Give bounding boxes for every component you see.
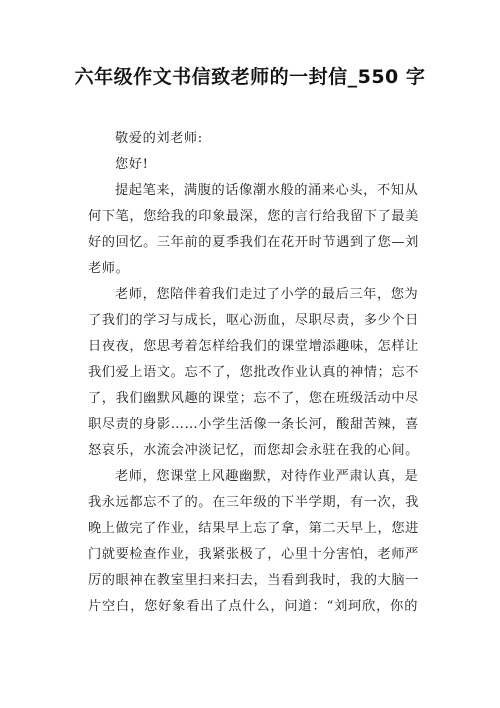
- letter-line: 老师，您课堂上风趣幽默，对待作业严肃认真，是: [115, 469, 419, 484]
- letter-body: [88, 126, 418, 620]
- letter-line: 怒哀乐，水流会冲淡记忆，而您却会永驻在我的心间。: [88, 443, 419, 458]
- letter-line: 了我们的学习与成长，呕心沥血，尽职尽责，多少个日: [88, 313, 419, 328]
- letter-line: 我永远都忘不了的。在三年级的下半学期，有一次，我: [88, 495, 419, 510]
- letter-line: 我们爱上语文。忘不了，您批改作业认真的神情；忘不: [88, 365, 419, 380]
- letter-line: 老师，您陪伴着我们走过了小学的最后三年，您为: [115, 287, 419, 302]
- letter-line: 职尽责的身影……小学生活像一条长河，酸甜苦辣，喜: [88, 417, 419, 432]
- letter-line: 了，我们幽默风趣的课堂；忘不了，您在班级活动中尽: [88, 391, 419, 406]
- letter-line: 老师。: [88, 261, 130, 276]
- letter-line: 您好!: [115, 157, 149, 172]
- letter-line: 何下笔，您给我的印象最深，您的言行给我留下了最美: [88, 209, 419, 224]
- letter-line: 厉的眼神在教室里扫来扫去，当看到我时，我的大脑一: [88, 573, 419, 588]
- letter-line: 敬爱的刘老师:: [115, 131, 203, 146]
- letter-line: 门就要检查作业，我紧张极了，心里十分害怕，老师严: [88, 547, 419, 562]
- letter-line: 晚上做完了作业，结果早上忘了拿，第二天早上，您进: [88, 521, 419, 536]
- letter-line: 好的回忆。三年前的夏季我们在花开时节遇到了您—刘: [88, 235, 419, 250]
- letter-line: 日夜夜，您思考着怎样给我们的课堂增添趣味，怎样让: [88, 339, 419, 354]
- document-title: 六年级作文书信致老师的一封信_550 字: [74, 66, 426, 88]
- letter-line: 片空白，您好象看出了点什么，问道：“刘珂欣，你的: [88, 599, 418, 614]
- letter-line: 提起笔来，满腹的话像潮水般的涌来心头，不知从: [115, 183, 419, 198]
